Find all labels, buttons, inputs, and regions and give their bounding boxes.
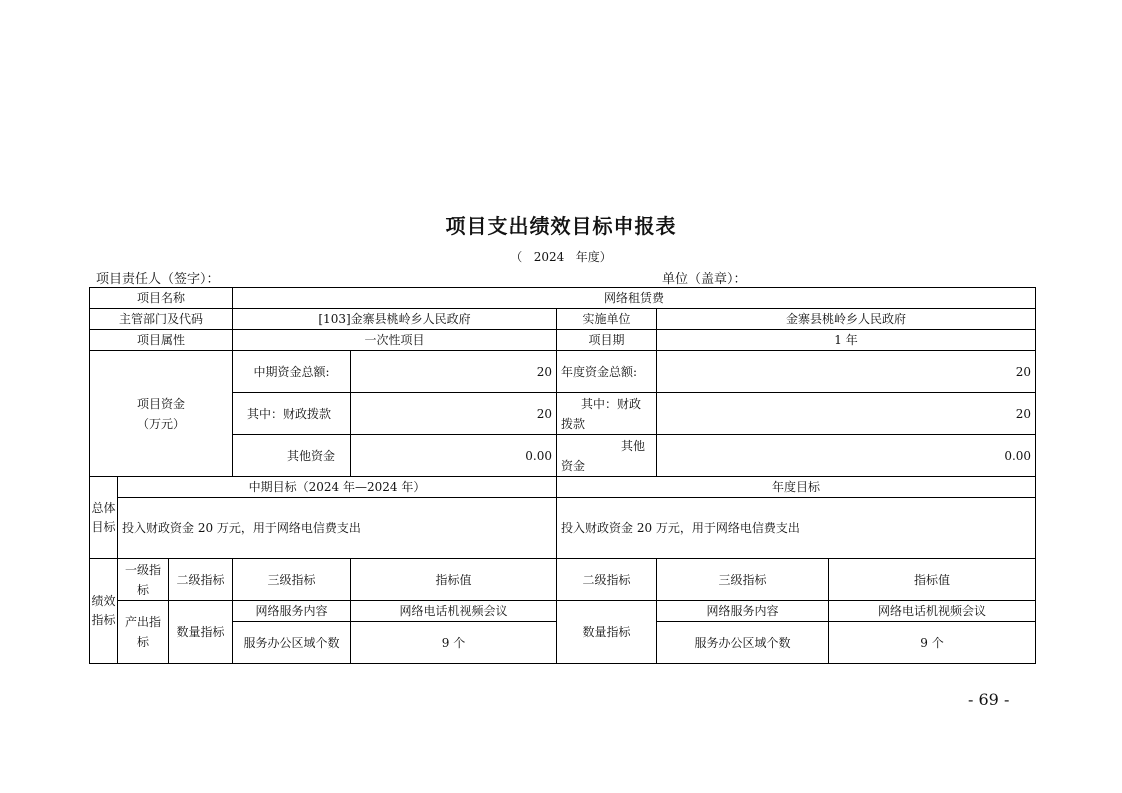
annual-total-value: 20 bbox=[657, 351, 1036, 393]
attr-value: 一次性项目 bbox=[233, 330, 557, 351]
page-number: - 69 - bbox=[968, 690, 1010, 709]
row1-value: 网络电话机视频会议 bbox=[351, 601, 557, 622]
project-name-value: 网络租赁费 bbox=[233, 288, 1036, 309]
period-label: 项目期 bbox=[557, 330, 657, 351]
year-line: （ 2024 年度） bbox=[510, 250, 612, 264]
mid-total-value: 20 bbox=[351, 351, 557, 393]
page-title: 项目支出绩效目标申报表 bbox=[445, 214, 677, 238]
mid-total-label: 中期资金总额: bbox=[233, 351, 351, 393]
indicator-label: 绩效指标 bbox=[90, 559, 118, 664]
mid-goal-header: 中期目标（2024 年—2024 年） bbox=[118, 477, 557, 498]
header-value-annual: 指标值 bbox=[829, 559, 1036, 601]
mid-fiscal-label: 其中：财政拨款 bbox=[233, 393, 351, 435]
annual-fiscal-label: 其中：财政拨款 bbox=[557, 393, 657, 435]
responsible-label: 项目责任人（签字）： bbox=[96, 272, 220, 287]
dept-label: 主管部门及代码 bbox=[90, 309, 233, 330]
impl-unit-label: 实施单位 bbox=[557, 309, 657, 330]
header-level2-annual: 二级指标 bbox=[557, 559, 657, 601]
annual-other-value: 0.00 bbox=[657, 435, 1036, 477]
annual-goal-header: 年度目标 bbox=[557, 477, 1036, 498]
row1-level3: 网络服务内容 bbox=[233, 601, 351, 622]
header-level3: 三级指标 bbox=[233, 559, 351, 601]
unit-label: 单位（盖章）： bbox=[662, 272, 747, 287]
level2-quantity-annual: 数量指标 bbox=[557, 601, 657, 664]
row2-level3-annual: 服务办公区域个数 bbox=[657, 622, 829, 664]
mid-fiscal-value: 20 bbox=[351, 393, 557, 435]
level1-output: 产出指标 bbox=[118, 601, 169, 664]
header-level2: 二级指标 bbox=[169, 559, 233, 601]
project-name-label: 项目名称 bbox=[90, 288, 233, 309]
header-level3-annual: 三级指标 bbox=[657, 559, 829, 601]
funds-label-line1: 项目资金 bbox=[137, 396, 186, 411]
row1-value-annual: 网络电话机视频会议 bbox=[829, 601, 1036, 622]
attr-label: 项目属性 bbox=[90, 330, 233, 351]
dept-value: [103]金寨县桃岭乡人民政府 bbox=[233, 309, 557, 330]
level2-quantity: 数量指标 bbox=[169, 601, 233, 664]
performance-table bbox=[89, 287, 1036, 664]
overall-goal-label: 总体目标 bbox=[90, 477, 118, 559]
period-value: 1 年 bbox=[657, 330, 1036, 351]
header-value: 指标值 bbox=[351, 559, 557, 601]
funds-label bbox=[90, 351, 233, 477]
annual-total-label: 年度资金总额: bbox=[557, 351, 657, 393]
mid-goal-text: 投入财政资金 20 万元，用于网络电信费支出 bbox=[118, 498, 557, 559]
funds-label-line2: （万元） bbox=[137, 416, 186, 431]
mid-other-label: 其他资金 bbox=[233, 435, 351, 477]
impl-unit-value: 金寨县桃岭乡人民政府 bbox=[657, 309, 1036, 330]
row2-value: 9 个 bbox=[351, 622, 557, 664]
annual-goal-text: 投入财政资金 20 万元，用于网络电信费支出 bbox=[557, 498, 1036, 559]
annual-fiscal-value: 20 bbox=[657, 393, 1036, 435]
row1-level3-annual: 网络服务内容 bbox=[657, 601, 829, 622]
header-level1: 一级指标 bbox=[118, 559, 169, 601]
annual-other-label: 其他资金 bbox=[557, 435, 657, 477]
row2-value-annual: 9 个 bbox=[829, 622, 1036, 664]
mid-other-value: 0.00 bbox=[351, 435, 557, 477]
row2-level3: 服务办公区域个数 bbox=[233, 622, 351, 664]
